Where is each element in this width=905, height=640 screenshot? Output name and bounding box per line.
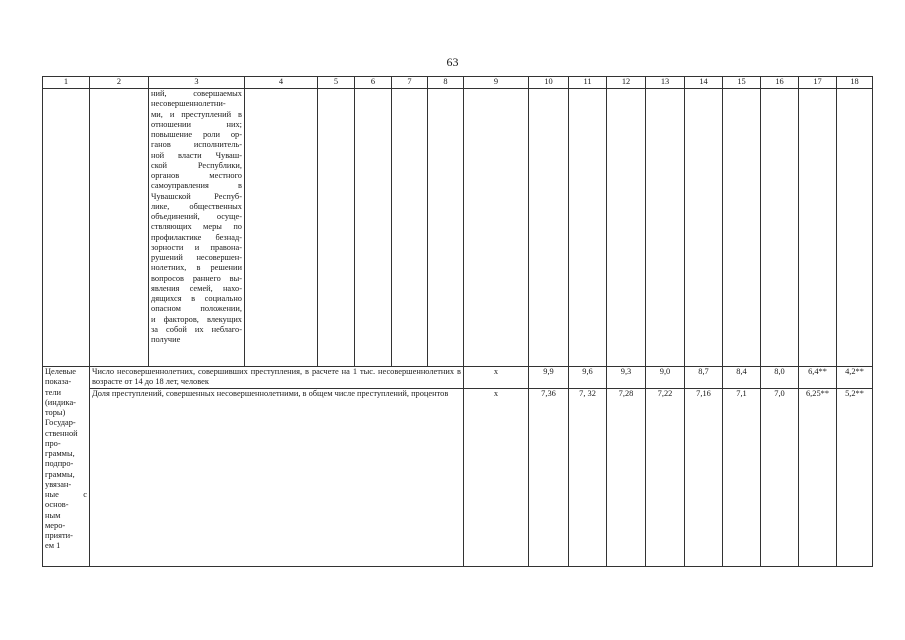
- header-cell-2: 2: [90, 77, 149, 89]
- measure-description: [151, 89, 242, 345]
- description-line: повышение роли ор-: [151, 130, 242, 139]
- description-line: ми, и преступлений в: [151, 109, 242, 119]
- description-line: ной власти Чуваш-: [151, 150, 242, 160]
- cell: [646, 89, 685, 367]
- table-row: [43, 89, 873, 367]
- header-cell-1: 1: [43, 77, 90, 89]
- value-cell: 6,4**: [799, 367, 837, 389]
- cell: [318, 89, 355, 367]
- description-line: рушений несовершен-: [151, 253, 242, 262]
- label-line: про-: [45, 438, 61, 448]
- label-line: ем 1: [45, 541, 61, 551]
- header-cell-18: 18: [837, 77, 873, 89]
- value-cell: 8,7: [685, 367, 723, 389]
- header-cell-13: 13: [646, 77, 685, 89]
- label-line: граммы,: [45, 449, 75, 458]
- header-cell-15: 15: [723, 77, 761, 89]
- indicator-row: [43, 388, 873, 566]
- label-line: основ-: [45, 500, 69, 510]
- cell: [723, 89, 761, 367]
- label-line: тели: [45, 387, 62, 397]
- value-cell: 8,4: [723, 367, 761, 389]
- header-cell-8: 8: [428, 77, 464, 89]
- cell: [607, 89, 646, 367]
- cell: [685, 89, 723, 367]
- indicator-name: Доля преступлений, совершенных несовершеннолетними, в общем числе преступлений, процентов: [90, 388, 464, 566]
- label-line: Государ-: [45, 418, 76, 428]
- description-line: ствляющих меры по: [151, 222, 242, 232]
- description-line: отношении них;: [151, 119, 242, 129]
- label-line: граммы,: [45, 469, 75, 479]
- header-cell-17: 17: [799, 77, 837, 89]
- cell: [90, 89, 149, 367]
- value-cell: 7,36: [529, 388, 569, 566]
- measure-description-cell: [149, 89, 245, 367]
- label-line: ным: [45, 510, 61, 520]
- description-line: за собой их неблаго-: [151, 324, 242, 334]
- cell: [392, 89, 428, 367]
- page-number: 63: [446, 55, 459, 69]
- value-cell: 7,22: [646, 388, 685, 566]
- header-cell-11: 11: [569, 77, 607, 89]
- description-line: зорности и правона-: [151, 242, 242, 252]
- label-line: Целевые: [45, 367, 76, 376]
- indicator-col9: х: [464, 388, 529, 566]
- header-cell-3: 3: [149, 77, 245, 89]
- description-line: несовершеннолетни-: [151, 99, 226, 109]
- description-line: дящихся в социально: [151, 294, 242, 303]
- description-line: лике, общественных: [151, 201, 242, 211]
- value-cell: 7,1: [723, 388, 761, 566]
- value-cell: 8,0: [761, 367, 799, 389]
- value-cell: 5,2**: [837, 388, 873, 566]
- header-cell-10: 10: [529, 77, 569, 89]
- value-cell: 7,16: [685, 388, 723, 566]
- description-line: получие: [151, 335, 181, 344]
- value-cell: 9,0: [646, 367, 685, 389]
- description-line: профилактике безнад-: [151, 232, 242, 242]
- description-line: органов местного: [151, 171, 242, 180]
- description-line: ской Республики,: [151, 160, 242, 170]
- cell: [529, 89, 569, 367]
- description-line: вопросов раннего вы-: [151, 273, 242, 283]
- label-line: меро-: [45, 520, 66, 530]
- program-indicators-table: [42, 76, 873, 567]
- description-line: нолетних, в решении: [151, 263, 242, 273]
- header-cell-6: 6: [355, 77, 392, 89]
- description-line: опасном положении,: [151, 304, 242, 314]
- header-cell-7: 7: [392, 77, 428, 89]
- cell: [837, 89, 873, 367]
- value-cell: 9,9: [529, 367, 569, 389]
- label-line: увязан-: [45, 479, 72, 489]
- header-cell-16: 16: [761, 77, 799, 89]
- value-cell: 4,2**: [837, 367, 873, 389]
- indicator-name: Число несовершеннолетних, совершивших преступления, в расчете на 1 тыс. несовершеннолетних в возрасте от 14 до 18 лет, человек: [90, 367, 464, 389]
- label-line: ные с: [45, 490, 87, 499]
- value-cell: 7,0: [761, 388, 799, 566]
- cell: [428, 89, 464, 367]
- section-label-cell: [43, 367, 90, 567]
- section-label: [45, 367, 87, 552]
- label-line: подпро-: [45, 459, 74, 469]
- value-cell: 7, 32: [569, 388, 607, 566]
- value-cell: 9,6: [569, 367, 607, 389]
- header-cell-12: 12: [607, 77, 646, 89]
- description-line: Чувашской Респуб-: [151, 191, 242, 201]
- header-cell-5: 5: [318, 77, 355, 89]
- value-cell: 9,3: [607, 367, 646, 389]
- label-line: торы): [45, 408, 66, 417]
- indicator-col9: х: [464, 367, 529, 389]
- indicator-row: [43, 367, 873, 389]
- value-cell: 7,28: [607, 388, 646, 566]
- cell: [464, 89, 529, 367]
- description-line: явления семей, нахо-: [151, 283, 242, 293]
- description-line: и факторов, влекущих: [151, 314, 242, 324]
- cell: [245, 89, 318, 367]
- cell: [569, 89, 607, 367]
- header-cell-14: 14: [685, 77, 723, 89]
- label-line: показа-: [45, 377, 72, 387]
- description-line: объединений, осуще-: [151, 212, 242, 221]
- cell: [761, 89, 799, 367]
- cell: [355, 89, 392, 367]
- label-line: ственной: [45, 428, 78, 438]
- description-line: ний, совершаемых: [151, 89, 242, 98]
- description-line: самоуправления в: [151, 181, 242, 191]
- cell: [799, 89, 837, 367]
- cell: [43, 89, 90, 367]
- label-line: прияти-: [45, 531, 73, 540]
- header-cell-9: 9: [464, 77, 529, 89]
- header-row: [43, 77, 873, 89]
- description-line: ганов исполнитель-: [151, 140, 242, 150]
- value-cell: 6,25**: [799, 388, 837, 566]
- label-line: (индика-: [45, 397, 76, 407]
- header-cell-4: 4: [245, 77, 318, 89]
